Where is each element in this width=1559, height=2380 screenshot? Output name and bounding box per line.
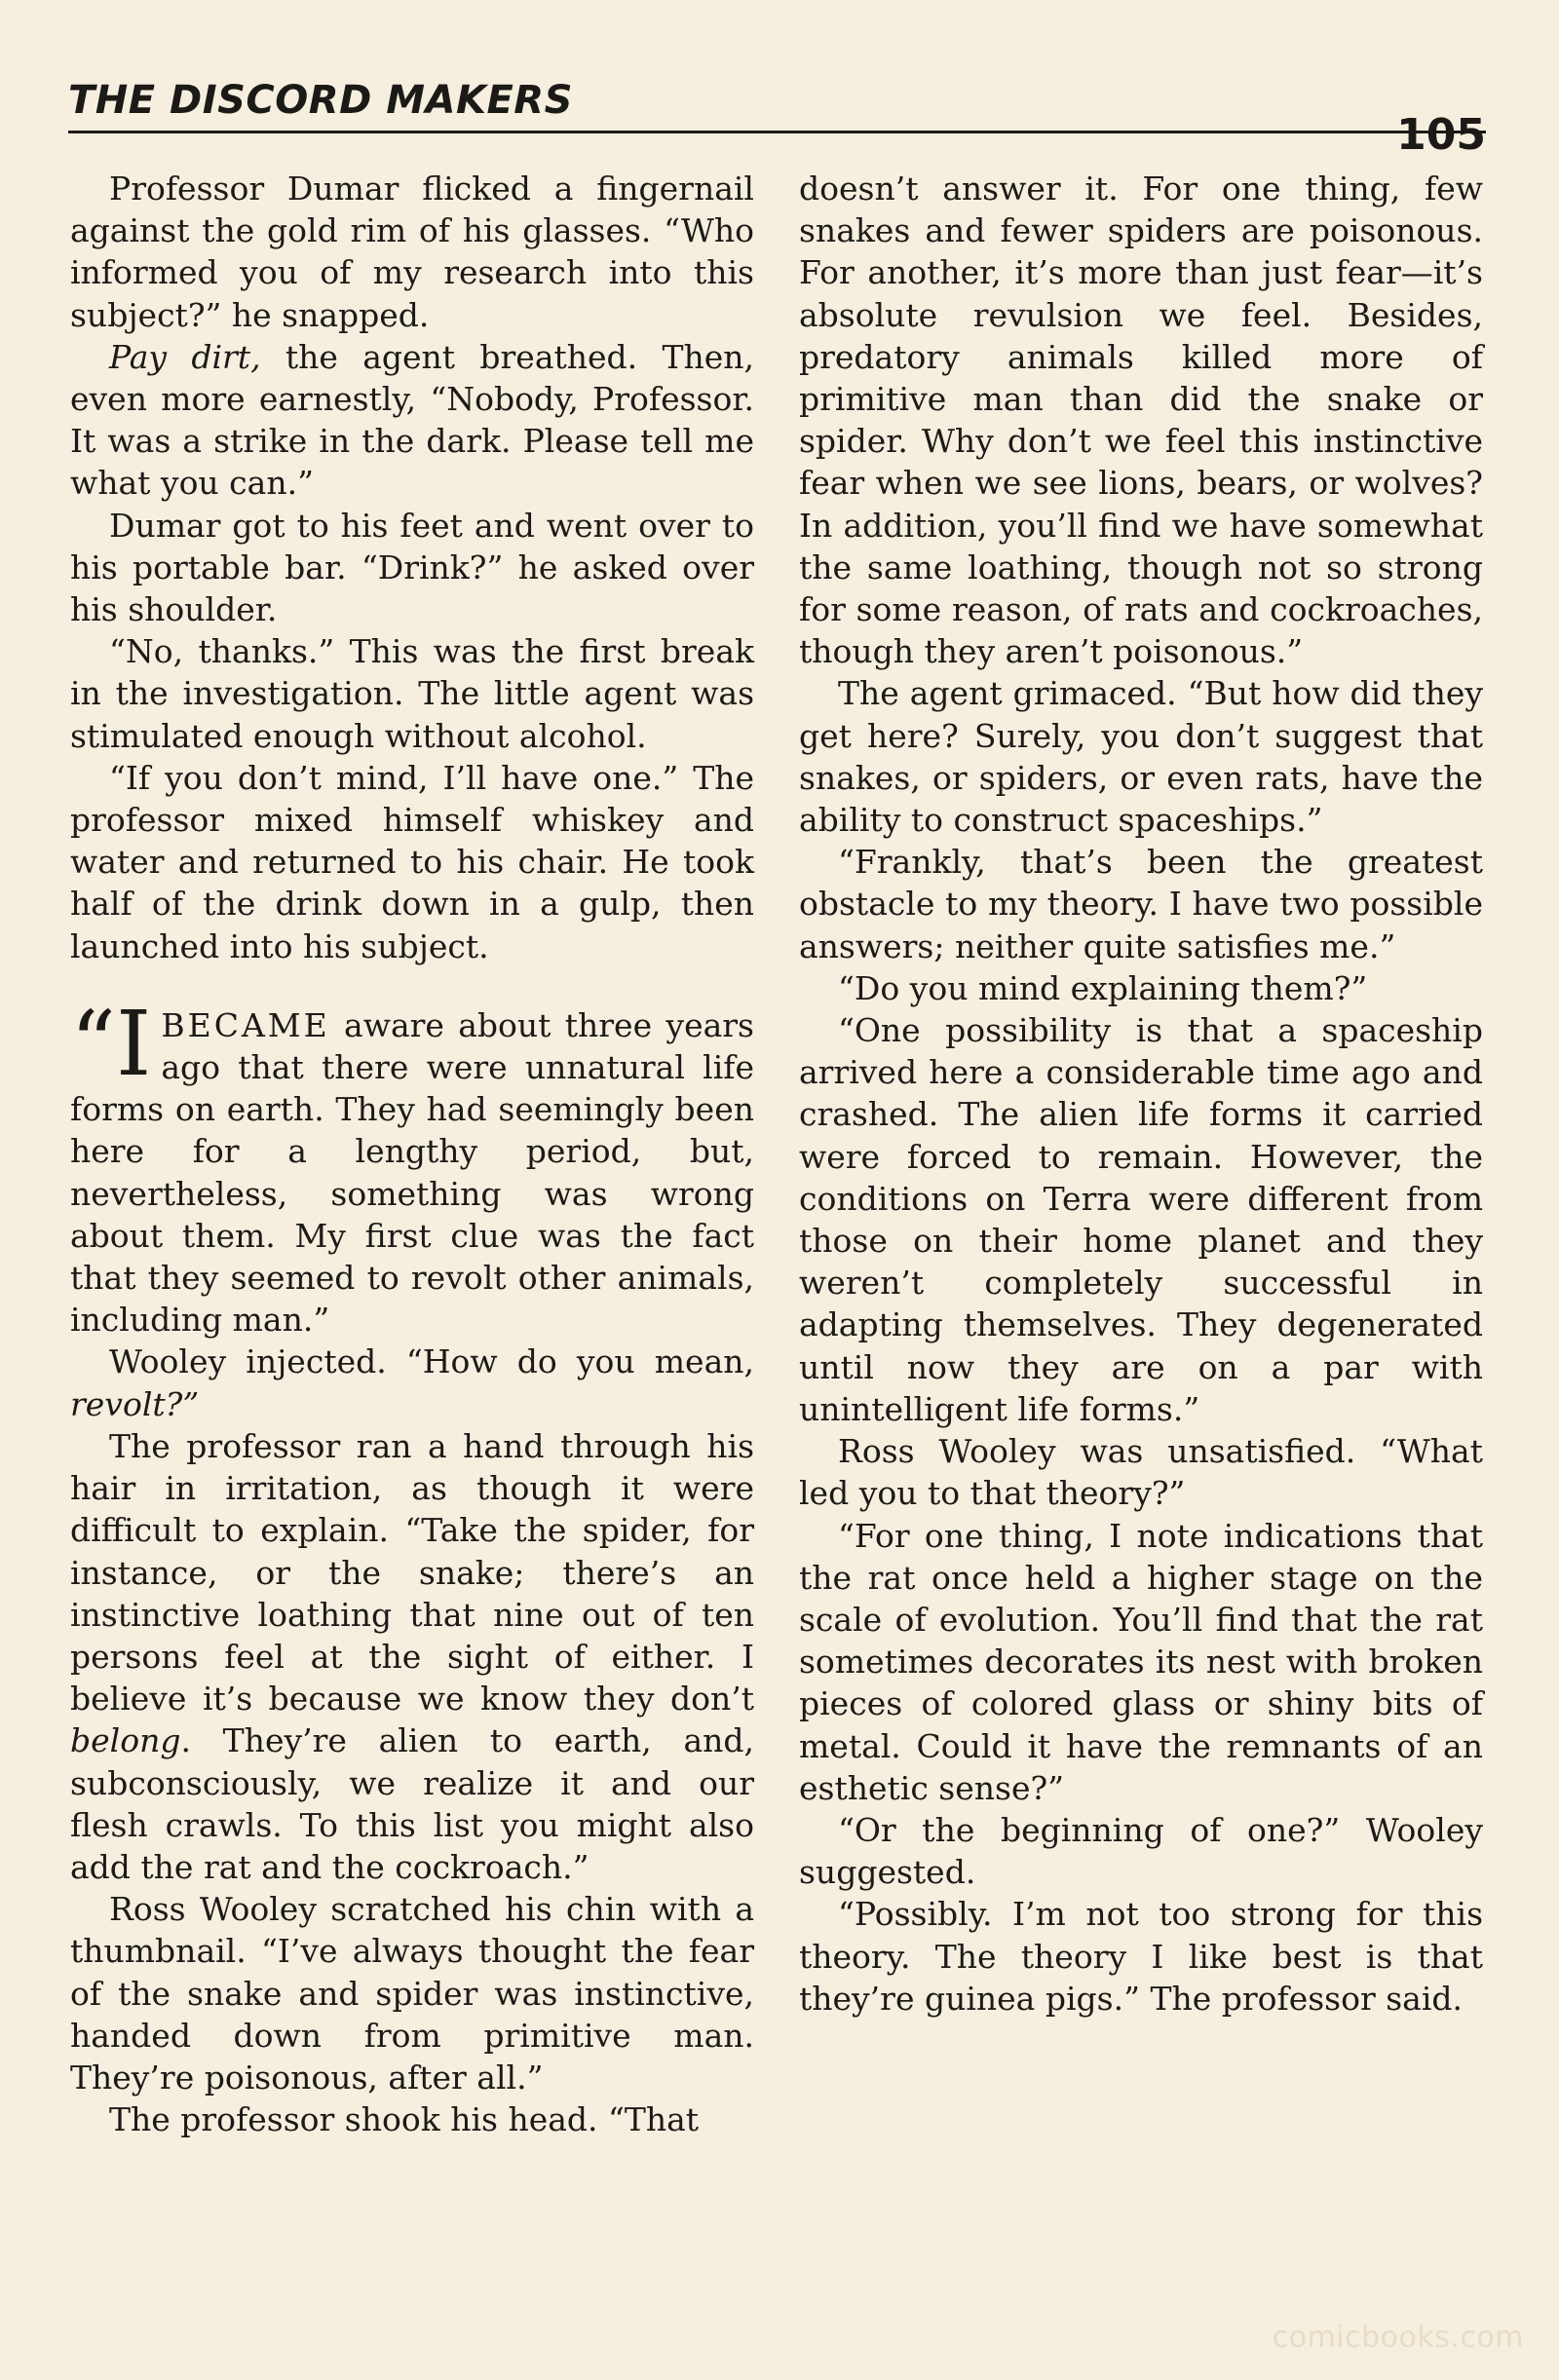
paragraph: Wooley injected. “How do you mean, revolt?” — [70, 1342, 754, 1423]
paragraph: “No, thanks.” This was the first break in the investigation. The little agent was stimulated enough without alcohol. — [70, 632, 754, 755]
running-header — [68, 70, 1486, 160]
paragraph: The professor shook his head. “That — [109, 2100, 700, 2139]
paragraph: doesn’t answer it. For one thing, few snakes and fewer spiders are poisonous. For another, it’s more than just fear—it’s absolute revulsion we feel. Besides, predatory animals killed more of primitive man than did the snake or spider. Why don’t we feel this instinctive fear when we see lions, bears, or wolves? In addition, you’ll find we have somewhat the same loathing, though not so strong for some reason, of rats and cockroaches, though they aren’t poisonous.” — [799, 170, 1483, 671]
paragraph: Ross Wooley was unsatisfied. “What led you to that theory?” — [799, 1432, 1483, 1513]
drop-cap: “I — [70, 991, 152, 1096]
small-caps-lead: BECAME — [161, 1005, 330, 1044]
paragraph: “Possibly. I’m not too strong for this theory. The theory I like best is that they’re guinea pigs.” The professor said. — [799, 1895, 1483, 2018]
paragraph: “If you don’t mind, I’ll have one.” The professor mixed himself whiskey and water and returned to his chair. He took half of the drink down in a gulp, then launched into his subject. — [70, 758, 754, 965]
left-column — [70, 168, 754, 2140]
paragraph: Ross Wooley scratched his chin with a thumbnail. “I’ve always thought the fear of the snake and spider was instinctive, handed down from primitive man. They’re poisonous, after all.” — [70, 1890, 754, 2097]
paragraph: “Or the beginning of one?” Wooley suggested. — [799, 1810, 1483, 1892]
paragraph: Pay dirt, the agent breathed. Then, even more earnestly, “Nobody, Professor. It was a strike in the dark. Please tell me what you can.” — [70, 337, 754, 503]
paragraph: Professor Dumar flicked a fingernail against the gold rim of his glasses. “Who informed you of my research into this subject?” he snapped. — [70, 170, 754, 334]
chapter-title: THE DISCORD MAKERS — [68, 78, 573, 123]
section-start-paragraph: “IBECAME aware about three years ago that there were unnatural life forms on earth. They had seemingly been here for a lengthy period, but, nevertheless, something was wrong about them. My first clue was the fact that they seemed to revolt other animals, including man.” — [70, 991, 754, 1340]
page-number: 105 — [1396, 110, 1486, 160]
paragraph: “For one thing, I note indications that the rat once held a higher stage on the scale of evolution. You’ll find that the rat sometimes decorates its nest with broken pieces of colored glass or shiny bits of metal. Could it have the remnants of an esthetic sense?” — [799, 1516, 1483, 1807]
paragraph: “Frankly, that’s been the greatest obstacle to my theory. I have two possible answers; neither quite satisfies me.” — [799, 843, 1483, 965]
paragraph: Dumar got to his feet and went over to his portable bar. “Drink?” he asked over his shoulder. — [70, 506, 754, 629]
right-column — [799, 168, 1483, 2020]
paragraph: “One possibility is that a spaceship arrived here a considerable time ago and crashed. The alien life forms it carried were forced to remain. However, the conditions on Terra were different from those on their home planet and they weren’t completely successful in adapting themselves. They degenerated until now they are on a par with unintelligent life forms.” — [799, 1011, 1483, 1428]
paragraph: “Do you mind explaining them?” — [838, 968, 1368, 1007]
paragraph: The professor ran a hand through his hair in irritation, as though it were difficult to explain. “Take the spider, for instance, or the snake; there’s an instinctive loathing that nine out of ten persons feel at the sight of either. I believe it’s because we know they don’t belong. They’re alien to earth, and, subconsciously, we realize it and our flesh crawls. To this list you might also add the rat and the cockroach.” — [70, 1426, 754, 1886]
paragraph: The agent grimaced. “But how did they get here? Surely, you don’t suggest that snakes, or spiders, or even rats, have the ability to construct spaceships.” — [799, 674, 1483, 840]
watermark: comicbooks.com — [1272, 2321, 1524, 2355]
